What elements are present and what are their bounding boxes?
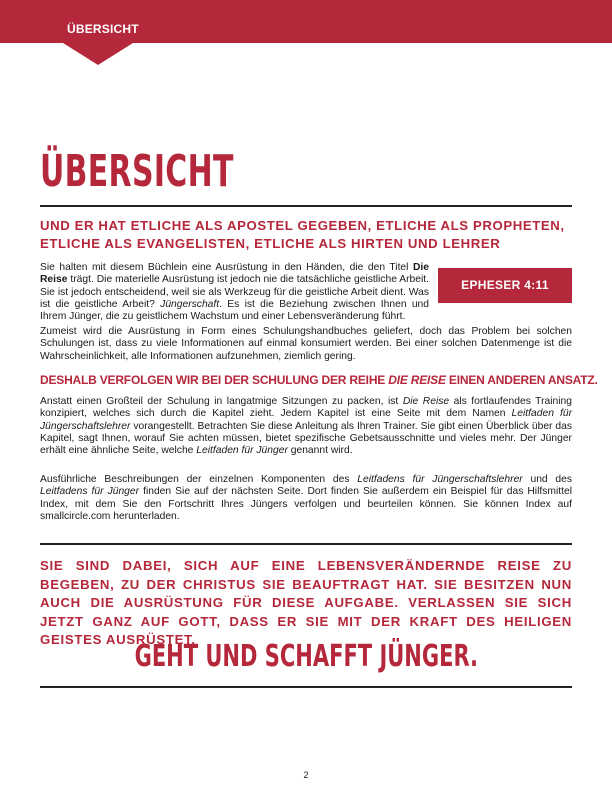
training-paragraph: Anstatt einen Großteil der Schulung in langatmige Sitzungen zu packen, ist Die Reise als fortlaufendes Training konzipiert, welches sich durch die Kapitel zieht. Jedem Kapitel ist eine Seite mit dem Namen Leitfaden für Jüngerschaftslehrer vorangestellt. Betrachten Sie diese Anleitung als Ihren Trainer. Sie gibt einen Überblick über das Kapitel, sagt Ihnen, worauf Sie achten müssen, bietet spezifische Gebetsausschnitte und vieles mehr. Der Jünger erhält eine ähnliche Seite, welche Leitfaden für Jünger genannt wird. bbox=[40, 396, 572, 457]
problem-paragraph: Zumeist wird die Ausrüstung in Form eines Schulungshandbuches geliefert, doch das Problem bei solchen Schulungen ist, dass zu viele Informationen auf einmal konsumiert werden. Bei einer solchen Datenmenge ist die Wahrscheinlichkeit, alle Informationen aufzunehmen, ziemlich gering. bbox=[40, 326, 572, 362]
slogan bbox=[0, 639, 612, 674]
divider-bottom bbox=[40, 686, 572, 688]
slogan-text: GEHT UND SCHAFFT JÜNGER. bbox=[134, 639, 478, 674]
closing-statement: SIE SIND DABEI, SICH AUF EINE LEBENSVERÄNDERNDE REISE ZU BEGEBEN, ZU DER CHRISTUS SIE BEAUFTRAGT HAT. SIE BESITZEN NUN AUCH DIE AUSRÜSTUNG FÜR DIESE AUFGABE. VERLASSEN SIE SICH JETZT GANZ AUF GOTT, DASS ER SIE MIT DER KRAFT DES HEILIGEN GEISTES AUSRÜSTET. bbox=[40, 558, 572, 648]
scripture-quote: UND ER HAT ETLICHE ALS APOSTEL GEGEBEN, ETLICHE ALS PROPHETEN, ETLICHE ALS EVANGELISTEN, ETLICHE ALS HIRTEN UND LEHRER bbox=[40, 218, 565, 251]
divider-middle bbox=[40, 543, 572, 545]
page-title: ÜBERSICHT bbox=[40, 146, 234, 197]
intro-paragraph: Sie halten mit diesem Büchlein eine Ausrüstung in den Händen, die den Titel Die Reise trägt. Die materielle Ausrüstung ist jedoch nie die tatsächliche geistliche Arbeit. Sie ist jedoch entscheidend, weil sie als Werkzeug für die geistliche Arbeit dient. Was ist die geistliche Arbeit? Jüngerschaft. Es ist die Beziehung zwischen Ihnen und Ihrem Jünger, die zu geistlichem Wachstum und einer Lebensveränderung führt. bbox=[40, 262, 430, 323]
page-number: 2 bbox=[303, 770, 309, 780]
approach-heading: DESHALB VERFOLGEN WIR BEI DER SCHULUNG DER REIHE DIE REISE EINEN ANDEREN ANSATZ. bbox=[40, 373, 598, 387]
divider-top bbox=[40, 205, 572, 207]
section-tab-label: ÜBERSICHT bbox=[67, 22, 139, 36]
components-paragraph: Ausführliche Beschreibungen der einzelnen Komponenten des Leitfadens für Jüngerschaftslehrer und des Leitfadens für Jünger finden Sie auf der nächsten Seite. Dort finden Sie außerdem ein Beispiel für das Hilfsmittel Index, mit dem Sie den Fortschritt Ihres Jüngers verfolgen und beurteilen können. Sie können Index auf smallcircle.com herunterladen. bbox=[40, 474, 573, 522]
verse-reference-box bbox=[438, 268, 572, 303]
verse-reference: EPHESER 4:11 bbox=[461, 278, 549, 292]
